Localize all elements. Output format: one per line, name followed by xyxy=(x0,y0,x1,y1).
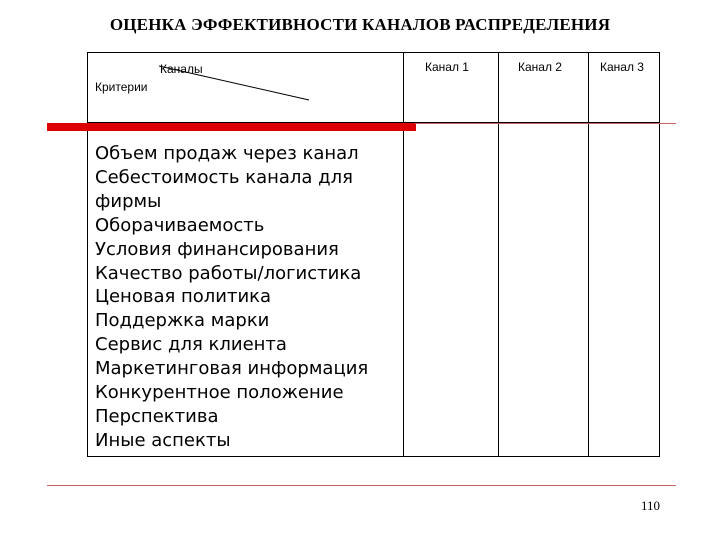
criteria-item: Поддержка марки xyxy=(95,310,270,332)
channel-header-1: Канал 1 xyxy=(425,60,469,74)
column-divider xyxy=(588,52,589,457)
criteria-item: Перспектива xyxy=(95,405,219,427)
criteria-item: Качество работы/логистика xyxy=(95,262,362,284)
criteria-item: Иные аспекты xyxy=(95,429,231,451)
criteria-item: фирмы xyxy=(95,190,162,212)
criteria-item: Условия финансирования xyxy=(95,238,339,260)
criteria-item: Сервис для клиента xyxy=(95,334,287,356)
criteria-item: Себестоимость канала для xyxy=(95,166,353,188)
corner-label-channels: Каналы xyxy=(160,62,203,76)
column-divider xyxy=(498,52,499,457)
criteria-item: Объем продаж через канал xyxy=(95,143,359,164)
criteria-item: Ценовая политика xyxy=(95,286,272,308)
column-divider xyxy=(403,52,404,457)
criteria-item: Маркетинговая информация xyxy=(95,358,369,380)
criteria-item: Конкурентное положение xyxy=(95,382,344,404)
channel-header-3: Канал 3 xyxy=(600,60,644,74)
page-number: 110 xyxy=(640,498,660,513)
footer-rule-line xyxy=(47,485,676,486)
slide-title: ОЦЕНКА ЭФФЕКТИВНОСТИ КАНАЛОВ РАСПРЕДЕЛЕНИЯ xyxy=(109,15,611,34)
channel-header-2: Канал 2 xyxy=(518,60,562,74)
corner-label-criteria: Критерии xyxy=(95,80,148,94)
criteria-list xyxy=(95,142,368,453)
red-accent-bar xyxy=(47,123,416,131)
criteria-item: Оборачиваемость xyxy=(95,214,265,236)
red-rule-line xyxy=(415,123,676,124)
